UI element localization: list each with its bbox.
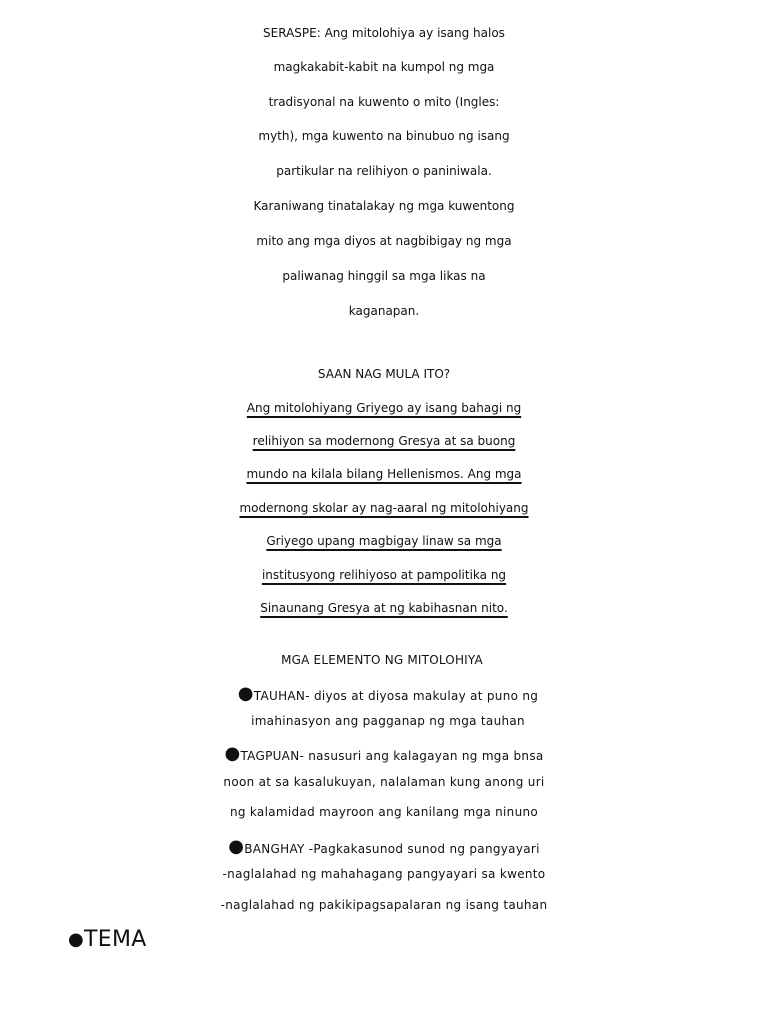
origin-line-6: institusyong relihiyoso at pampolitika ng xyxy=(261,568,507,582)
bullet-icon: ● xyxy=(228,836,245,857)
tema-text: TEMA xyxy=(84,927,147,952)
intro-line-6: Karaniwang tinatalakay ng mga kuwentong xyxy=(253,199,515,213)
banghay-continuation-1: -naglalahad ng mahahagang pangyayari sa kwento xyxy=(222,867,546,881)
intro-line-8: paliwanag hinggil sa mga likas na xyxy=(282,269,486,283)
bullet-icon: ● xyxy=(237,683,254,704)
banghay-text: BANGHAY -Pagkakasunod sunod ng pangyayari xyxy=(244,842,540,856)
origin-line-2: relihiyon sa modernong Gresya at sa buong xyxy=(252,434,516,448)
origin-line-3: mundo na kilala bilang Hellenismos. Ang mga xyxy=(246,467,522,481)
origin-heading: SAAN NAG MULA ITO? xyxy=(317,367,451,381)
intro-line-7: mito ang mga diyos at nagbibigay ng mga xyxy=(256,234,512,248)
intro-line-5: partikular na relihiyon o paniniwala. xyxy=(276,164,492,178)
origin-line-1: Ang mitolohiyang Griyego ay isang bahagi ng xyxy=(246,401,522,415)
origin-line-4: modernong skolar ay nag-aaral ng mitolohiyang xyxy=(239,501,529,515)
bullet-tema xyxy=(68,929,147,951)
intro-line-9: kaganapan. xyxy=(348,304,420,318)
bullet-icon: ● xyxy=(68,929,85,950)
bullet-icon: ● xyxy=(224,743,241,764)
elements-heading: MGA ELEMENTO NG MITOLOHIYA xyxy=(281,653,483,667)
tagpuan-text: TAGPUAN- nasusuri ang kalagayan ng mga bnsa xyxy=(240,749,544,763)
intro-line-3: tradisyonal na kuwento o mito (Ingles: xyxy=(268,95,500,109)
tagpuan-continuation-1: noon at sa kasalukuyan, nalalaman kung anong uri xyxy=(223,775,545,789)
bullet-banghay xyxy=(0,838,768,856)
tauhan-continuation: imahinasyon ang pagganap ng mga tauhan xyxy=(251,714,525,728)
bullet-tauhan xyxy=(4,685,768,703)
intro-line-2: magkakabit-kabit na kumpol ng mga xyxy=(273,60,495,74)
tauhan-text: TAUHAN- diyos at diyosa makulay at puno ng xyxy=(253,689,539,703)
tagpuan-continuation-2: ng kalamidad mayroon ang kanilang mga ninuno xyxy=(229,805,539,819)
intro-line-1: SERASPE: Ang mitolohiya ay isang halos xyxy=(263,26,505,40)
origin-line-7: Sinaunang Gresya at ng kabihasnan nito. xyxy=(260,601,508,615)
origin-line-5: Griyego upang magbigay linaw sa mga xyxy=(266,534,502,548)
intro-line-4: myth), mga kuwento na binubuo ng isang xyxy=(258,129,510,143)
banghay-continuation-2: -naglalahad ng pakikipagsapalaran ng isang tauhan xyxy=(220,898,548,912)
bullet-tagpuan xyxy=(0,745,768,763)
